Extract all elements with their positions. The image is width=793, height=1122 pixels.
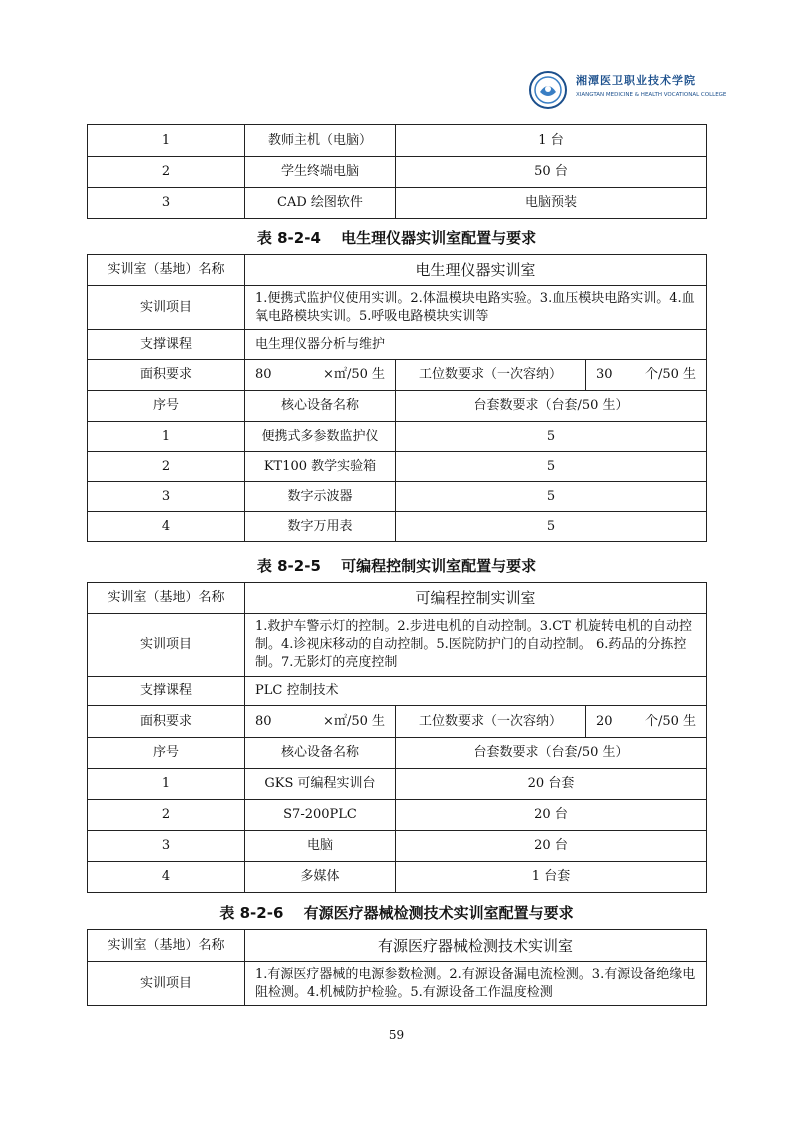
table-row: 支撑课程 电生理仪器分析与维护 [88,330,707,360]
table-header-row: 序号 核心设备名称 台套数要求（台套/50 生） [88,738,707,769]
table-row: 2 KT100 教学实验箱 5 [88,452,707,482]
table-row: 1 教师主机（电脑） 1 台 [88,125,707,157]
table-row: 4 数字万用表 5 [88,512,707,542]
table-row: 实训室（基地）名称 有源医疗器械检测技术实训室 [88,930,707,962]
table-row: 3 数字示波器 5 [88,482,707,512]
table-row: 2 学生终端电脑 50 台 [88,157,707,188]
table-header-row: 序号 核心设备名称 台套数要求（台套/50 生） [88,391,707,422]
table-row: 4 多媒体 1 台套 [88,862,707,893]
table-row: 1 GKS 可编程实训台 20 台套 [88,769,707,800]
table-row: 3 电脑 20 台 [88,831,707,862]
table-row: 实训室（基地）名称 电生理仪器实训室 [88,255,707,286]
table-row: 面积要求 80 ×㎡/50 生 工位数要求（一次容纳） 30 个/50 生 [88,360,707,391]
table-row: 1 便携式多参数监护仪 5 [88,422,707,452]
table-caption: 表 8-2-6 有源医疗器械检测技术实训室配置与要求 [219,904,574,922]
config-table-8-2-4 [87,254,707,542]
page-number: 59 [388,1028,405,1042]
college-name-cn: 湘潭医卫职业技术学院 [576,74,696,87]
college-logo [528,70,728,110]
college-name-en: XIANGTAN MEDICINE & HEALTH VOCATIONAL COLLEGE [576,92,727,98]
table-row: 实训项目 1.便携式监护仪使用实训。2.体温模块电路实验。3.血压模块电路实训。4.血氧电路模块实训。5.呼吸电路模块实训等 [88,286,707,330]
config-table-8-2-5 [87,582,707,893]
table-caption: 表 8-2-5 可编程控制实训室配置与要求 [256,557,537,575]
config-table-8-2-6 [87,929,707,1006]
table-row: 2 S7-200PLC 20 台 [88,800,707,831]
table-row: 支撑课程 PLC 控制技术 [88,677,707,706]
table-row: 面积要求 80 ×㎡/50 生 工位数要求（一次容纳） 20 个/50 生 [88,706,707,738]
table-caption: 表 8-2-4 电生理仪器实训室配置与要求 [256,229,537,247]
equipment-table-continued [87,124,707,219]
table-row: 实训项目 1.救护车警示灯的控制。2.步进电机的自动控制。3.CT 机旋转电机的自动控制。4.诊视床移动的自动控制。5.医院防护门的自动控制。 6.药品的分拣控制。7.无影灯的亮度控制 [88,614,707,677]
table-row: 实训室（基地）名称 可编程控制实训室 [88,583,707,614]
college-emblem-icon [528,70,568,110]
table-row: 实训项目 1.有源医疗器械的电源参数检测。2.有源设备漏电流检测。3.有源设备绝缘电阻检测。4.机械防护检验。5.有源设备工作温度检测 [88,962,707,1006]
table-row: 3 CAD 绘图软件 电脑预装 [88,188,707,219]
